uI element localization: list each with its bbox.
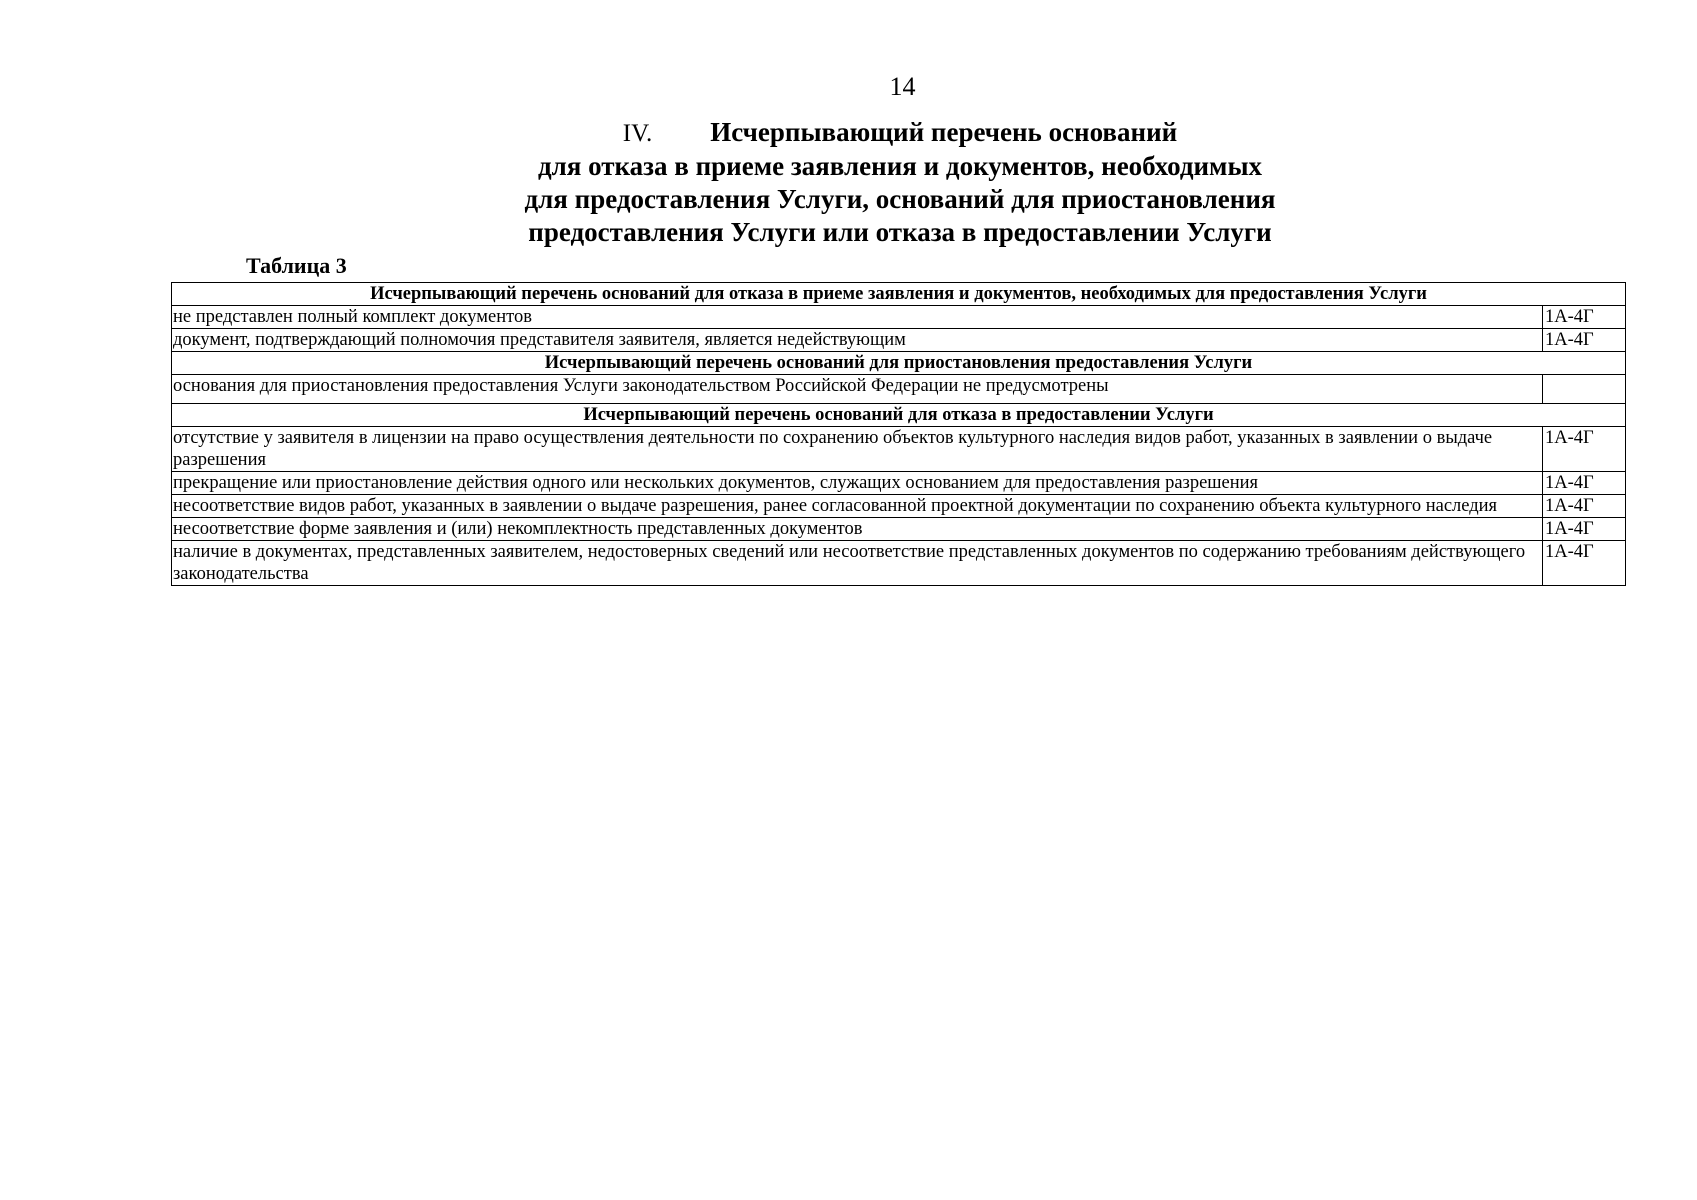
row-text: основания для приостановления предоставления Услуги законодательством Российской Федерации не предусмотрены [172,375,1543,404]
row-code: 1А-4Г [1542,306,1625,329]
table-row [172,306,1626,329]
table-row [172,329,1626,352]
heading-line-4: предоставления Услуги или отказа в предоставлении Услуги [528,217,1272,247]
row-code: 1А-4Г [1542,518,1625,541]
row-text: наличие в документах, представленных заявителем, недостоверных сведений или несоответствие представленных документов по содержанию требованиям действующего законодательства [172,541,1543,586]
section-title: Исчерпывающий перечень оснований для отказа в приеме заявления и документов, необходимых для предоставления Услуги [172,283,1626,306]
section-header-row [172,352,1626,375]
row-text: прекращение или приостановление действия одного или нескольких документов, служащих основанием для предоставления разрешения [172,472,1543,495]
section-header-row [172,404,1626,427]
row-text: несоответствие видов работ, указанных в заявлении о выдаче разрешения, ранее согласованной проектной документации по сохранению объекта культурного наследия [172,495,1543,518]
row-code: 1А-4Г [1542,541,1625,586]
row-code: 1А-4Г [1542,427,1625,472]
row-text: отсутствие у заявителя в лицензии на право осуществления деятельности по сохранению объектов культурного наследия видов работ, указанных в заявлении о выдаче разрешения [172,427,1543,472]
table-row [172,375,1626,404]
table-row [172,427,1626,472]
heading-line-1-text: Исчерпывающий перечень оснований [710,117,1178,147]
grounds-table [171,282,1626,586]
table-row [172,495,1626,518]
section-heading [0,116,1697,249]
section-title: Исчерпывающий перечень оснований для отказа в предоставлении Услуги [172,404,1626,427]
row-text: несоответствие форме заявления и (или) некомплектность представленных документов [172,518,1543,541]
row-code: 1А-4Г [1542,472,1625,495]
heading-line-2: для отказа в приеме заявления и документов, необходимых [537,151,1263,181]
row-text: документ, подтверждающий полномочия представителя заявителя, является недействующим [172,329,1543,352]
table-row [172,541,1626,586]
heading-line-1 [0,116,1697,150]
section-roman-numeral: IV. [622,120,653,147]
table-row [172,518,1626,541]
row-code [1542,375,1625,404]
row-text: не представлен полный комплект документов [172,306,1543,329]
table-row [172,472,1626,495]
row-code: 1А-4Г [1542,495,1625,518]
row-code: 1А-4Г [1542,329,1625,352]
heading-line-3: для предоставления Услуги, оснований для приостановления [524,184,1276,214]
section-title: Исчерпывающий перечень оснований для приостановления предоставления Услуги [172,352,1626,375]
section-header-row [172,283,1626,306]
table-label: Таблица 3 [246,253,347,278]
page-number: 14 [889,72,916,101]
